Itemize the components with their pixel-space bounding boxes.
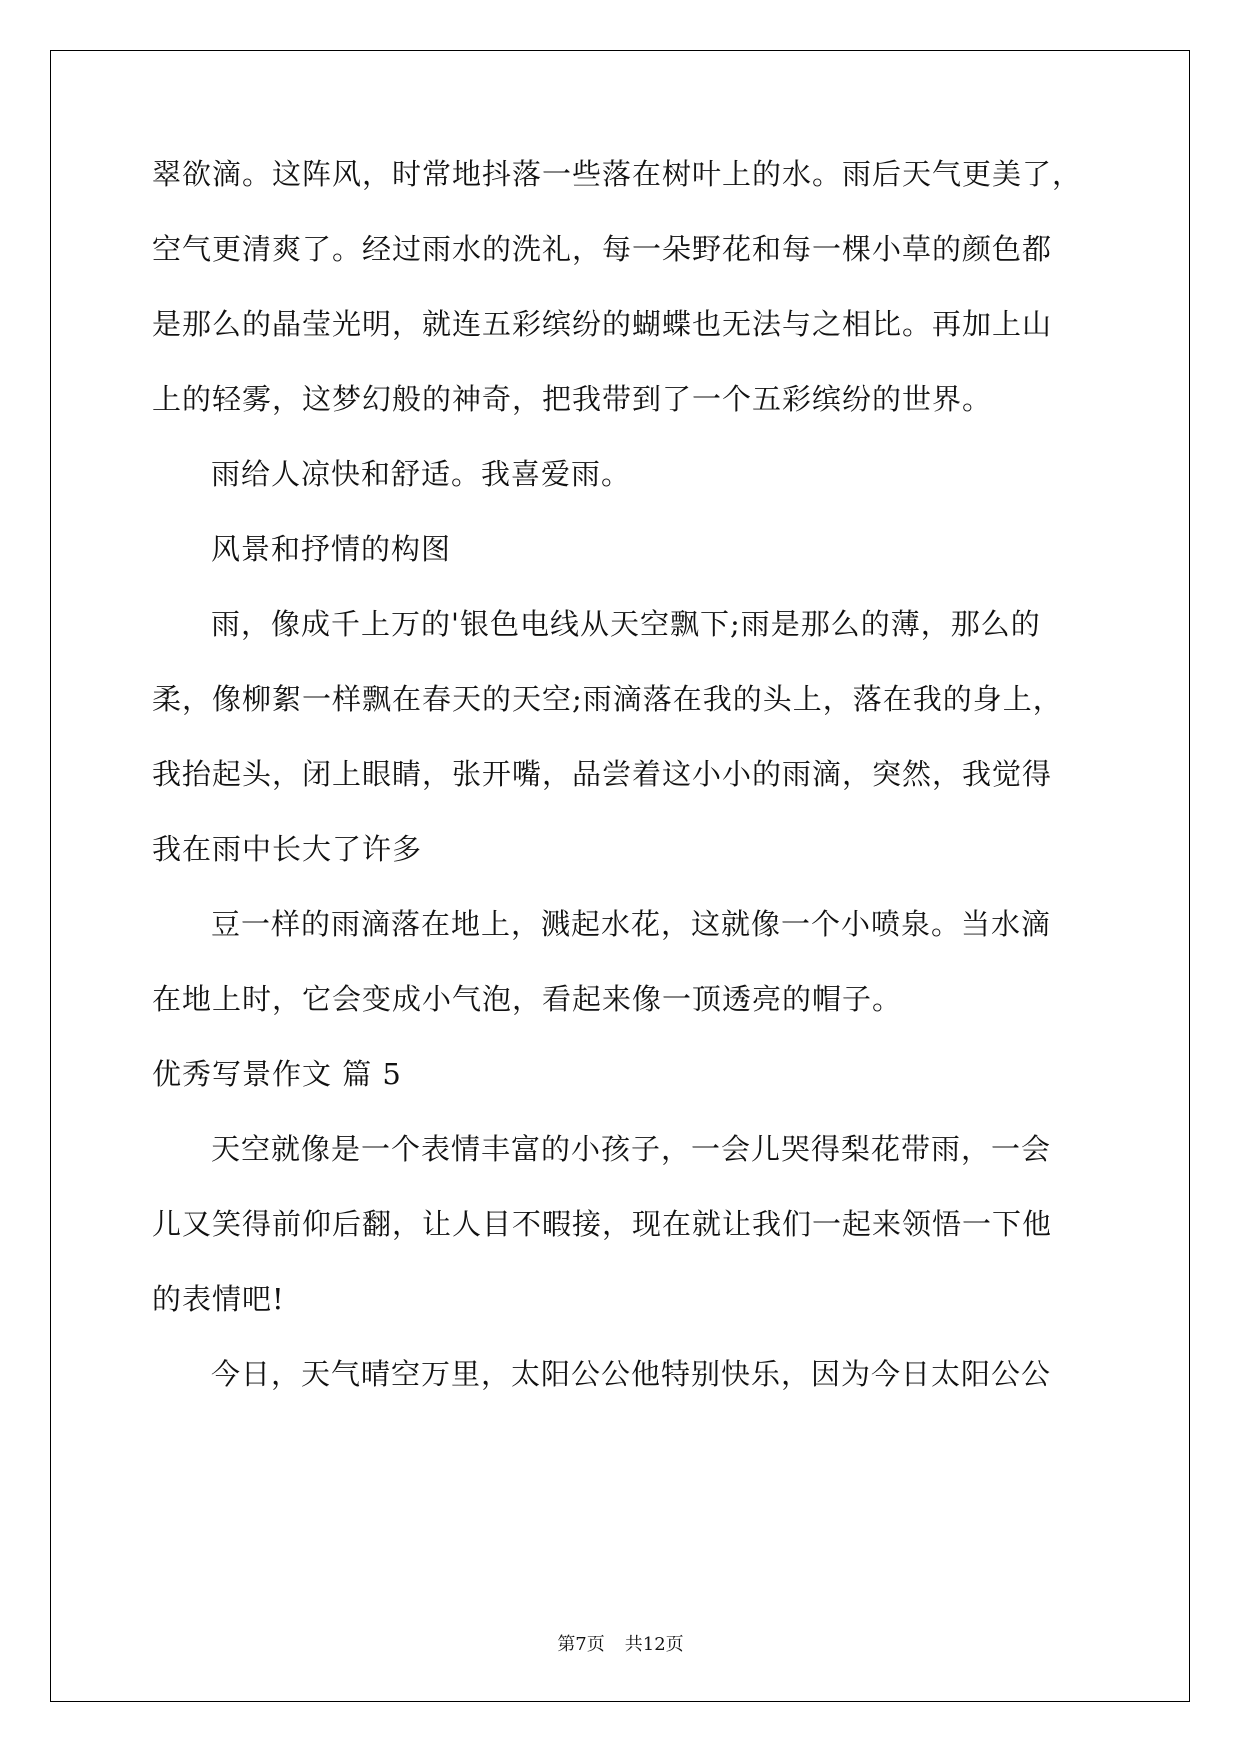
page-total: 共12页 — [624, 1634, 684, 1655]
text-line: 我抬起头，闭上眼睛，张开嘴，品尝着这小小的雨滴，突然，我觉得 — [152, 757, 1053, 791]
text-line: 我在雨中长大了许多 — [152, 832, 423, 866]
text-line: 上的轻雾，这梦幻般的神奇，把我带到了一个五彩缤纷的世界。 — [152, 382, 993, 416]
text-line: 柔，像柳絮一样飘在春天的天空;雨滴落在我的头上，落在我的身上， — [152, 682, 1063, 716]
paragraph-line: 天空就像是一个表情丰富的小孩子，一会儿哭得梨花带雨，一会 — [211, 1132, 1052, 1166]
page-number: 第7页 — [557, 1634, 605, 1655]
section-heading: 优秀写景作文 篇 5 — [152, 1057, 402, 1091]
text-line: 翠欲滴。这阵风，时常地抖落一些落在树叶上的水。雨后天气更美了， — [152, 157, 1083, 191]
page-border — [50, 50, 1190, 1702]
page-footer — [0, 1630, 1241, 1656]
text-line: 的表情吧! — [152, 1282, 285, 1316]
text-line: 儿又笑得前仰后翻，让人目不暇接，现在就让我们一起来领悟一下他 — [152, 1207, 1053, 1241]
paragraph-line: 豆一样的雨滴落在地上，溅起水花，这就像一个小喷泉。当水滴 — [211, 907, 1052, 941]
paragraph-line: 今日，天气晴空万里，太阳公公他特别快乐，因为今日太阳公公 — [211, 1357, 1052, 1391]
paragraph-line: 雨给人凉快和舒适。我喜爱雨。 — [211, 457, 632, 491]
text-line: 是那么的晶莹光明，就连五彩缤纷的蝴蝶也无法与之相比。再加上山 — [152, 307, 1053, 341]
paragraph-line: 雨，像成千上万的'银色电线从天空飘下;雨是那么的薄，那么的 — [211, 607, 1041, 641]
text-line: 空气更清爽了。经过雨水的洗礼，每一朵野花和每一棵小草的颜色都 — [152, 232, 1053, 266]
text-line: 在地上时，它会变成小气泡，看起来像一顶透亮的帽子。 — [152, 982, 903, 1016]
paragraph-line: 风景和抒情的构图 — [211, 532, 452, 566]
